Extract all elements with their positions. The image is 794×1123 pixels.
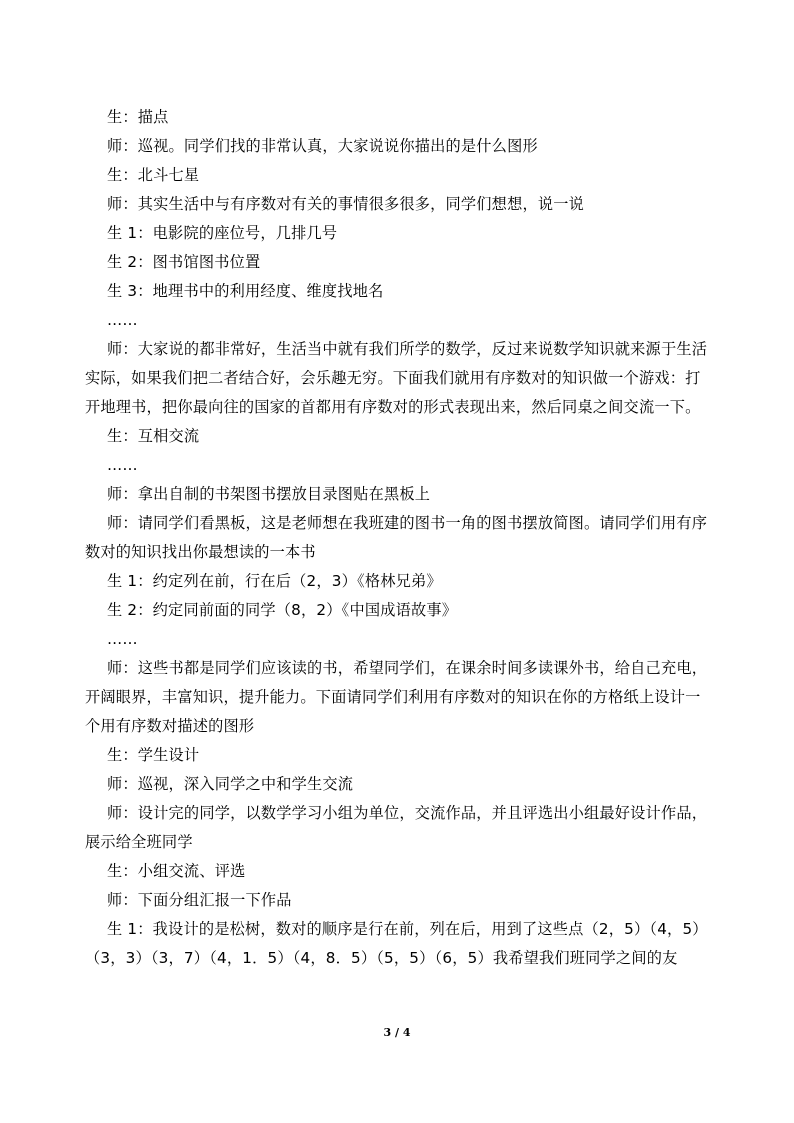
paragraph: 师：这些书都是同学们应该读的书，希望同学们，在课余时间多读课外书，给自己充电，开阔眼界，丰富知识，提升能力。下面请同学们利用有序数对的知识在你的方格纸上设计一个用有序数对描述的图形 bbox=[85, 659, 708, 735]
paragraph: 生 1：约定列在前，行在后（2，3）《格林兄弟》 bbox=[107, 572, 442, 590]
ellipsis-line: …… bbox=[107, 456, 138, 474]
document-body bbox=[85, 103, 715, 973]
paragraph: 师：请同学们看黑板，这是老师想在我班建的图书一角的图书摆放简图。请同学们用有序数对的知识找出你最想读的一本书 bbox=[85, 514, 708, 561]
paragraph: 师：其实生活中与有序数对有关的事情很多很多，同学们想想，说一说 bbox=[107, 195, 585, 213]
paragraph: 师：巡视。同学们找的非常认真，大家说说你描出的是什么图形 bbox=[107, 137, 538, 155]
ellipsis-line: …… bbox=[107, 630, 138, 648]
paragraph: 生：小组交流、评选 bbox=[107, 862, 246, 880]
ellipsis-line: …… bbox=[107, 311, 138, 329]
paragraph: 生 2：图书馆图书位置 bbox=[107, 253, 261, 271]
page-number: 3 / 4 bbox=[383, 1026, 411, 1039]
paragraph: 生 3：地理书中的利用经度、维度找地名 bbox=[107, 282, 384, 300]
paragraph: 师：下面分组汇报一下作品 bbox=[107, 891, 292, 909]
paragraph: 生：互相交流 bbox=[107, 427, 200, 445]
paragraph: 生 2：约定同前面的同学（8，2）《中国成语故事》 bbox=[107, 601, 458, 619]
paragraph: 生 1：我设计的是松树，数对的顺序是行在前，列在后，用到了这些点（2，5）（4，5）（3，3）（3，7）（4，1．5）（4，8．5）（5，5）（6，5）我希望我们班同学之间的友 bbox=[85, 920, 708, 967]
paragraph: 师：拿出自制的书架图书摆放目录图贴在黑板上 bbox=[107, 485, 431, 503]
paragraph: 生：描点 bbox=[107, 108, 169, 126]
paragraph: 师：大家说的都非常好，生活当中就有我们所学的数学，反过来说数学知识就来源于生活实际，如果我们把二者结合好，会乐趣无穷。下面我们就用有序数对的知识做一个游戏：打开地理书，把你最向往的国家的首都用有序数对的形式表现出来，然后同桌之间交流一下。 bbox=[85, 340, 708, 416]
paragraph: 生：北斗七星 bbox=[107, 166, 200, 184]
paragraph: 师：设计完的同学，以数学学习小组为单位，交流作品，并且评选出小组最好设计作品，展示给全班同学 bbox=[85, 804, 708, 851]
paragraph: 生 1：电影院的座位号，几排几号 bbox=[107, 224, 338, 242]
paragraph: 生：学生设计 bbox=[107, 746, 200, 764]
paragraph: 师：巡视，深入同学之中和学生交流 bbox=[107, 775, 354, 793]
